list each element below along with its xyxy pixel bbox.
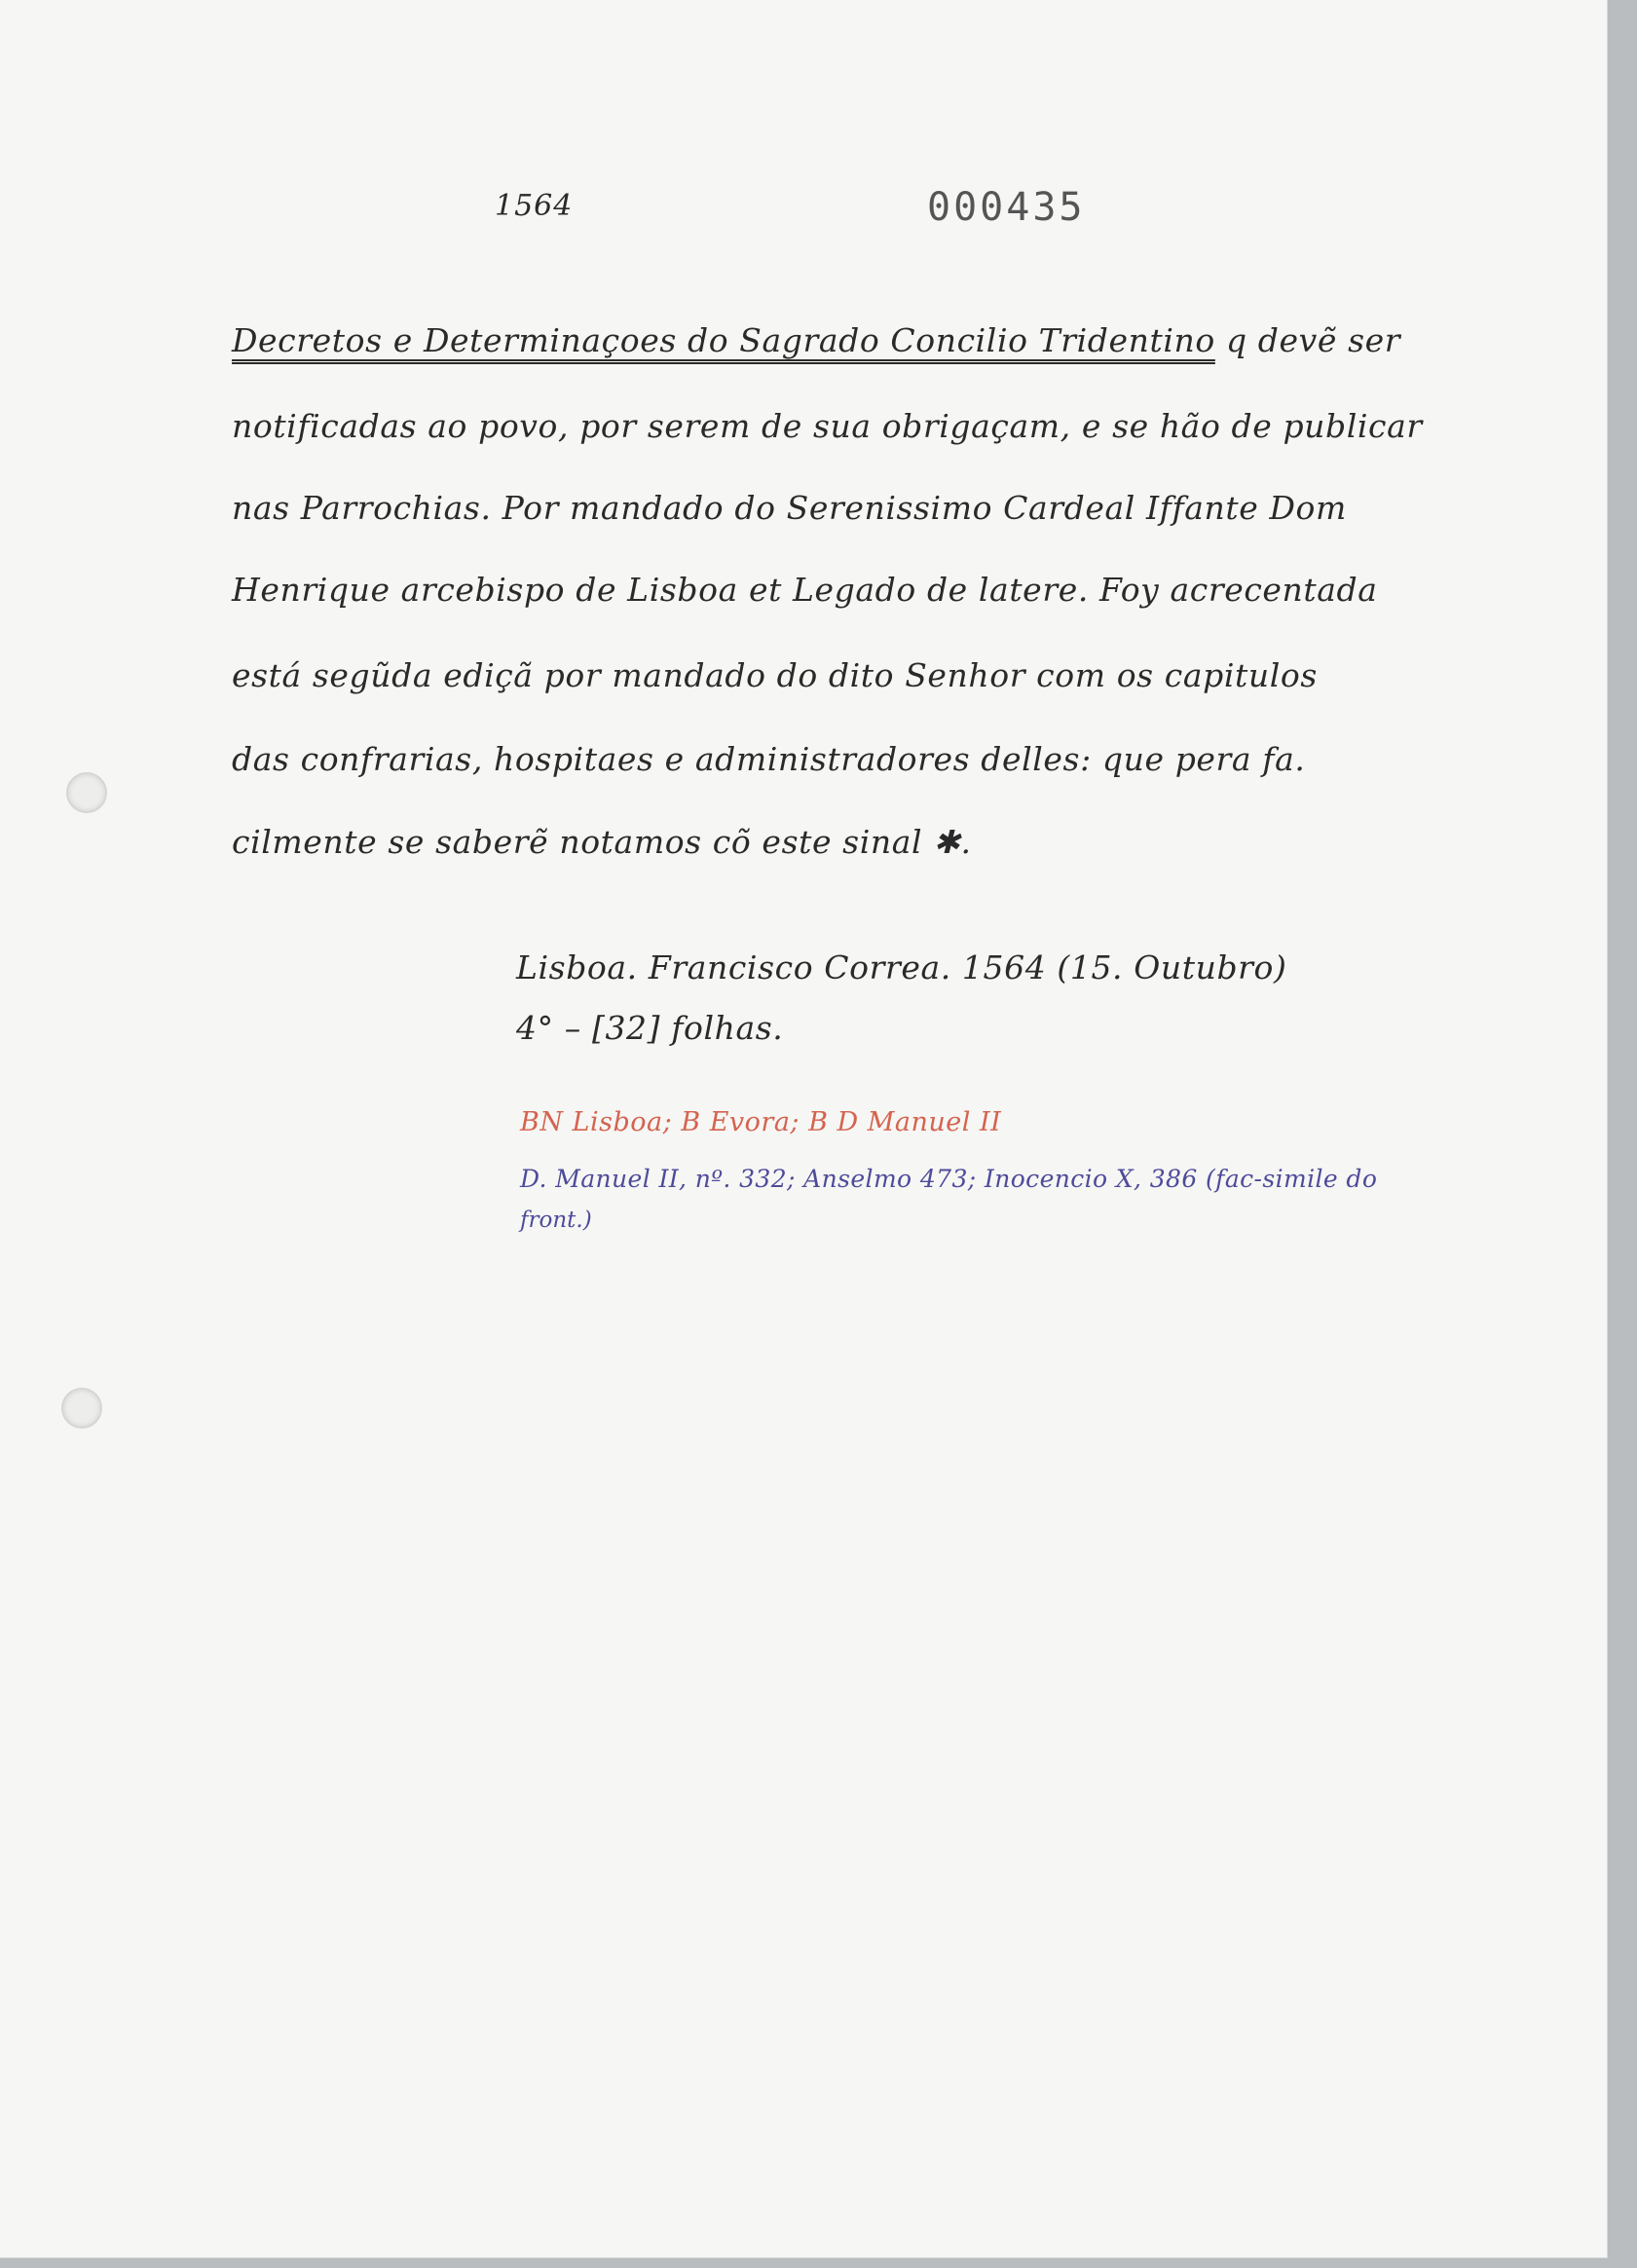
title-line-5: está segũda ediçã por mandado do dito Senhor com os capitulos <box>232 656 1318 694</box>
year: 1564 <box>495 189 574 223</box>
title-line-3: nas Parrochias. Por mandado do Serenissimo Cardeal Iffante Dom <box>232 489 1347 527</box>
stamp-number: 000435 <box>927 185 1086 230</box>
title-line <box>232 321 1400 359</box>
punch-hole-bottom <box>61 1388 102 1429</box>
title-line-4: Henrique arcebispo de Lisboa et Legado de latere. Foy acrecentada <box>232 571 1378 609</box>
title-line-2: notificadas ao povo, por serem de sua obrigaçam, e se hão de publicar <box>232 407 1423 445</box>
bibliographic-references: D. Manuel II, nº. 332; Anselmo 473; Inocencio X, 386 (fac-simile do <box>520 1165 1378 1193</box>
title-line-6: das confrarias, hospitaes e administradores delles: que pera fa. <box>232 740 1306 778</box>
title: Decretos e Determinaçoes do Sagrado Concilio Tridentino <box>232 321 1215 359</box>
format: 4° – [32] folhas. <box>516 1009 784 1047</box>
title-line-7: cilmente se saberẽ notamos cõ este sinal ✱. <box>232 823 972 861</box>
imprint: Lisboa. Francisco Correa. 1564 (15. Outubro) <box>516 948 1287 986</box>
holding-libraries: BN Lisboa; B Evora; B D Manuel II <box>520 1107 1002 1137</box>
bibliographic-references-cont: front.) <box>520 1208 592 1233</box>
title-continuation: q devẽ ser <box>1225 321 1401 359</box>
punch-hole-top <box>66 772 107 813</box>
